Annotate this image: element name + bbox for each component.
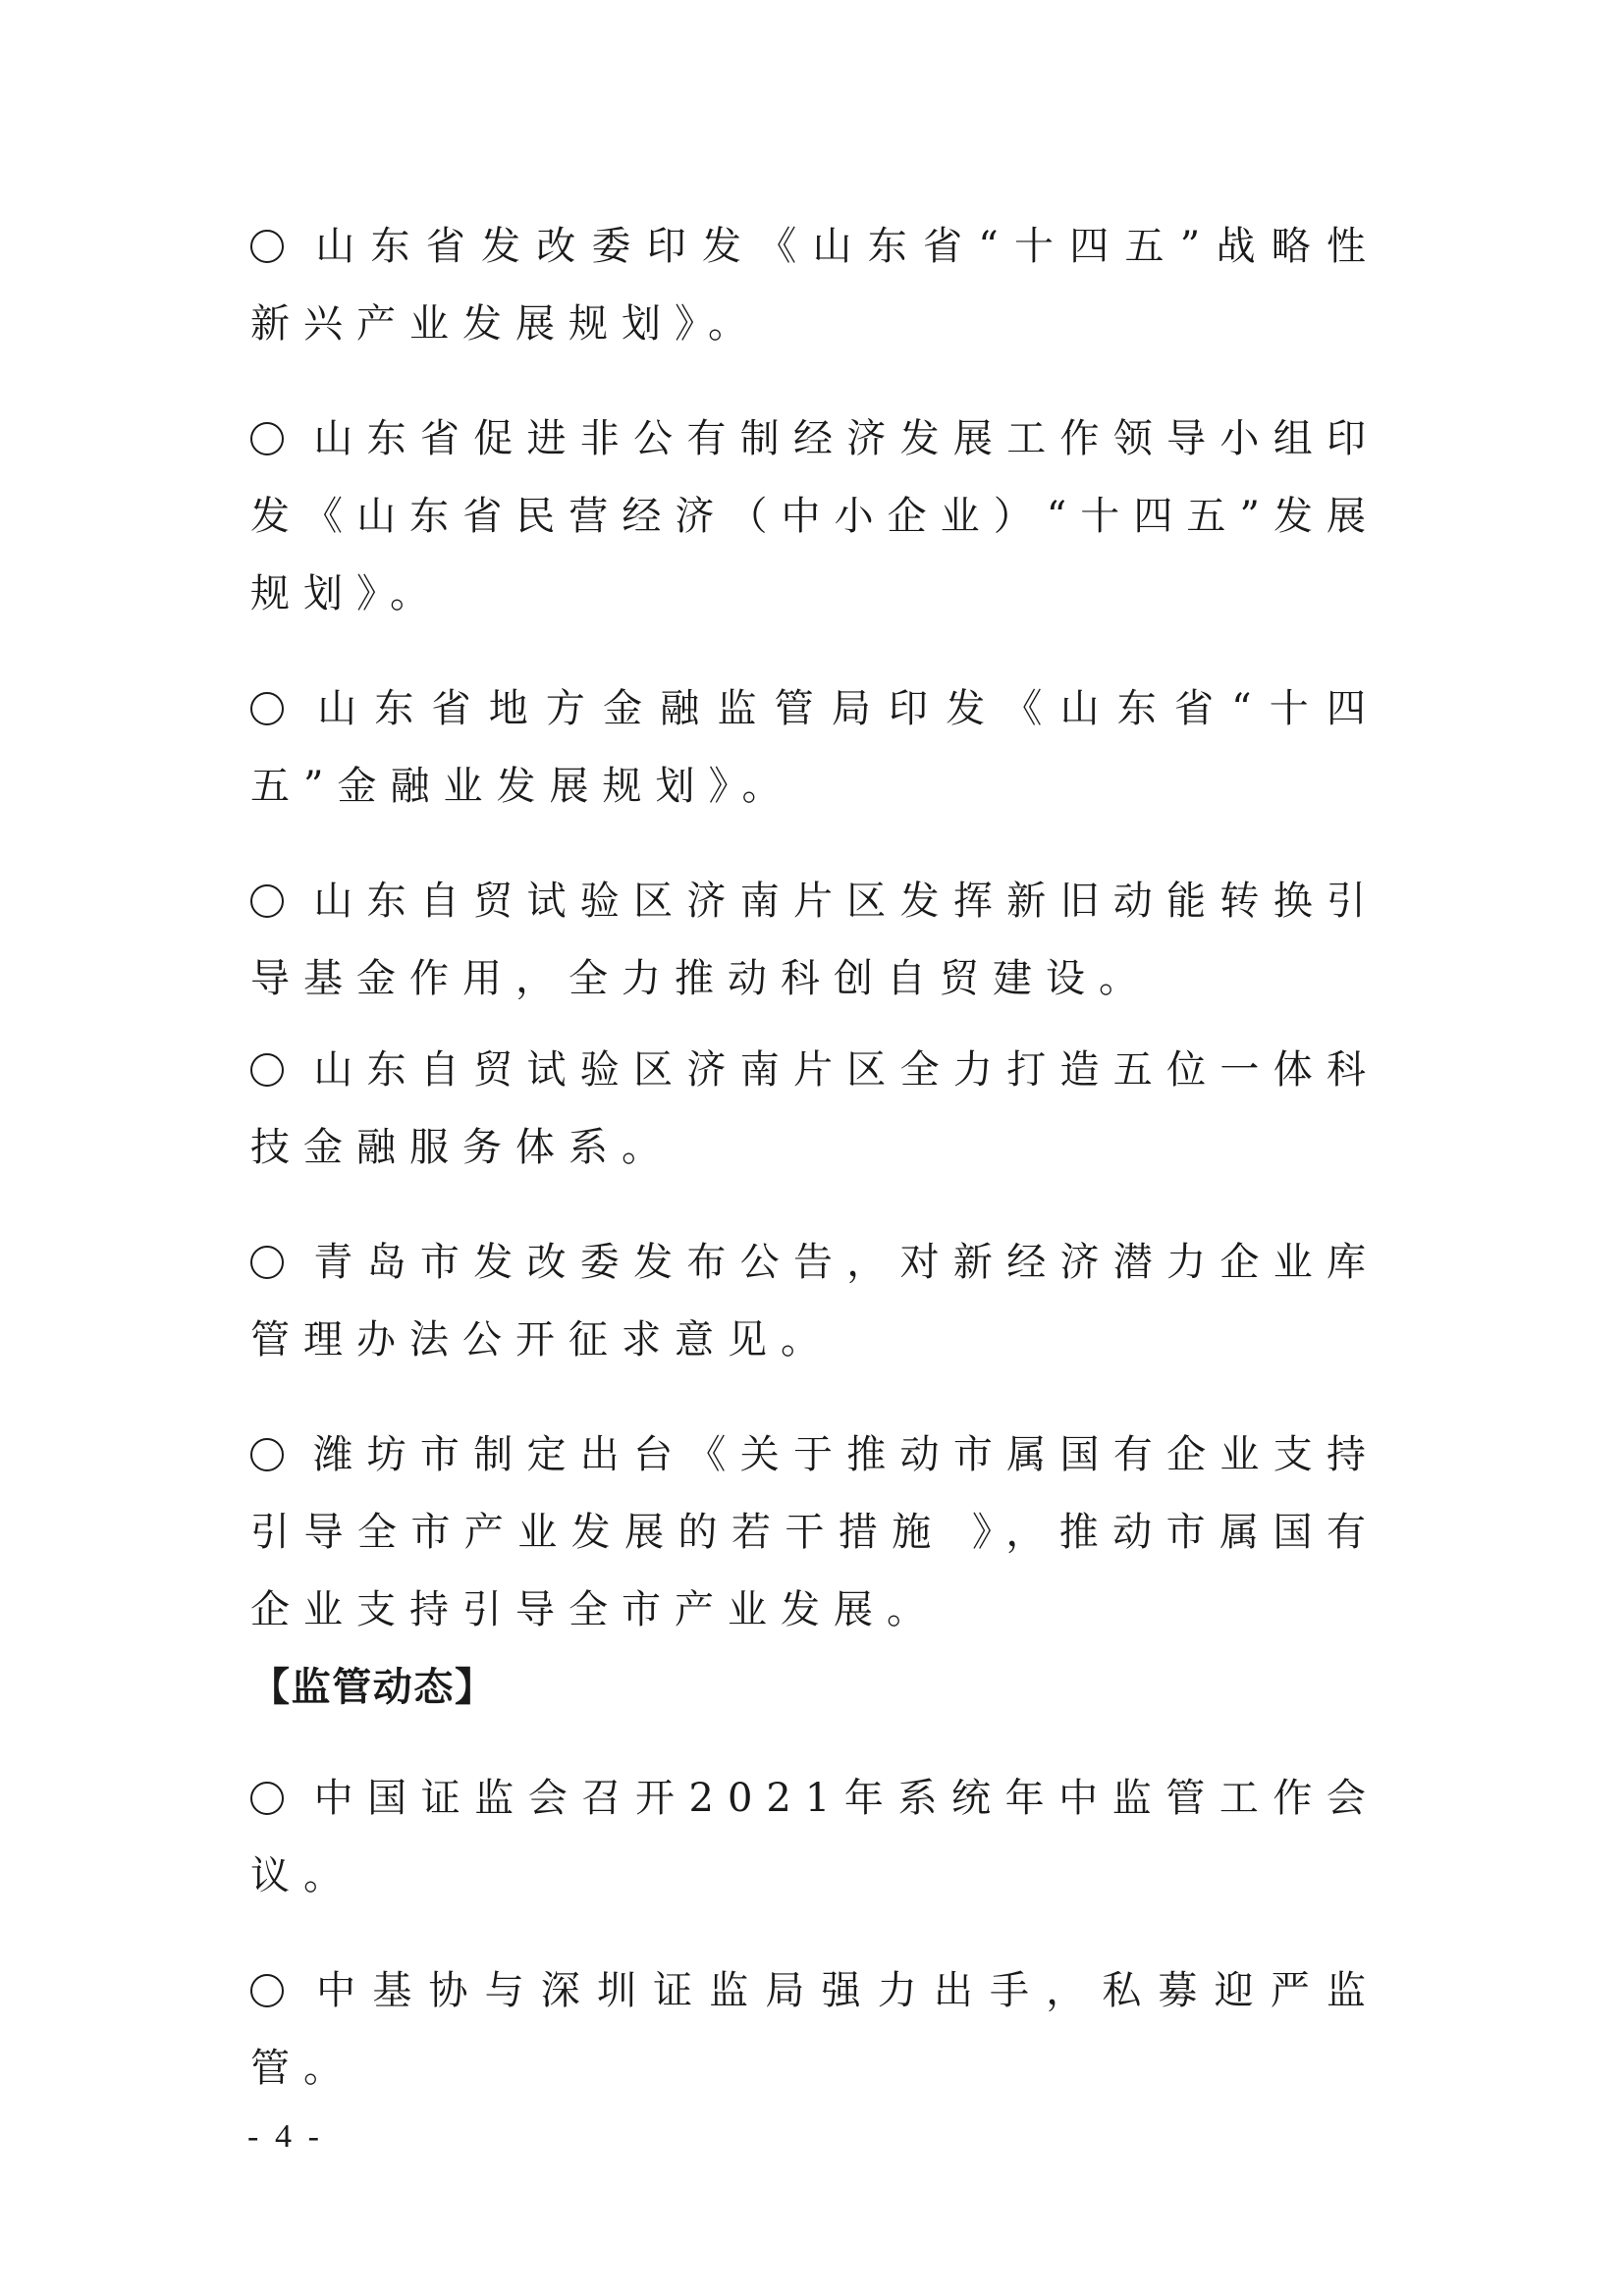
list-item-text: 中国证监会召开2021年系统年中监管工作会议。 bbox=[250, 1776, 1380, 1898]
section-title: 【监管动态】 bbox=[250, 1665, 496, 1710]
page-number: - 4 - bbox=[247, 2118, 324, 2155]
list-item bbox=[250, 208, 1380, 363]
list-item bbox=[250, 863, 1380, 1018]
list-item bbox=[250, 1760, 1380, 1915]
list-item-text: 山东省发改委印发《山东省“十四五”战略性新兴产业发展规划》。 bbox=[250, 224, 1380, 347]
page-content bbox=[250, 208, 1380, 2108]
list-item-text: 山东自贸试验区济南片区发挥新旧动能转换引导基金作用，全力推动科创自贸建设。 bbox=[250, 879, 1380, 1001]
list-item bbox=[250, 1416, 1380, 1649]
list-item bbox=[250, 670, 1380, 826]
list-item-text: 山东自贸试验区济南片区全力打造五位一体科技金融服务体系。 bbox=[250, 1047, 1380, 1170]
circle-bullet-icon bbox=[250, 1782, 284, 1815]
list-item bbox=[250, 1952, 1380, 2108]
list-item bbox=[250, 1224, 1380, 1379]
circle-bullet-icon bbox=[250, 230, 284, 263]
list-item-text: 山东省促进非公有制经济发展工作领导小组印发《山东省民营经济（中小企业）“十四五”发展规划》。 bbox=[250, 416, 1380, 616]
list-item-text: 山东省地方金融监管局印发《山东省“十四五”金融业发展规划》。 bbox=[250, 686, 1380, 809]
list-item-text: 中基协与深圳证监局强力出手，私募迎严监管。 bbox=[250, 1968, 1380, 2091]
list-item-text: 青岛市发改委发布公告，对新经济潜力企业库管理办法公开征求意见。 bbox=[250, 1240, 1380, 1362]
list-item-text: 潍坊市制定出台《关于推动市属国有企业支持引导全市产业发展的若干措施 》，推动市属国有企业支持引导全市产业发展。 bbox=[250, 1432, 1380, 1632]
list-item bbox=[250, 1032, 1380, 1187]
list-item bbox=[250, 400, 1380, 633]
circle-bullet-icon bbox=[250, 692, 284, 725]
circle-bullet-icon bbox=[250, 1053, 284, 1087]
circle-bullet-icon bbox=[250, 1246, 284, 1279]
circle-bullet-icon bbox=[250, 422, 284, 455]
circle-bullet-icon bbox=[250, 1974, 284, 2007]
circle-bullet-icon bbox=[250, 1438, 284, 1471]
circle-bullet-icon bbox=[250, 884, 284, 918]
